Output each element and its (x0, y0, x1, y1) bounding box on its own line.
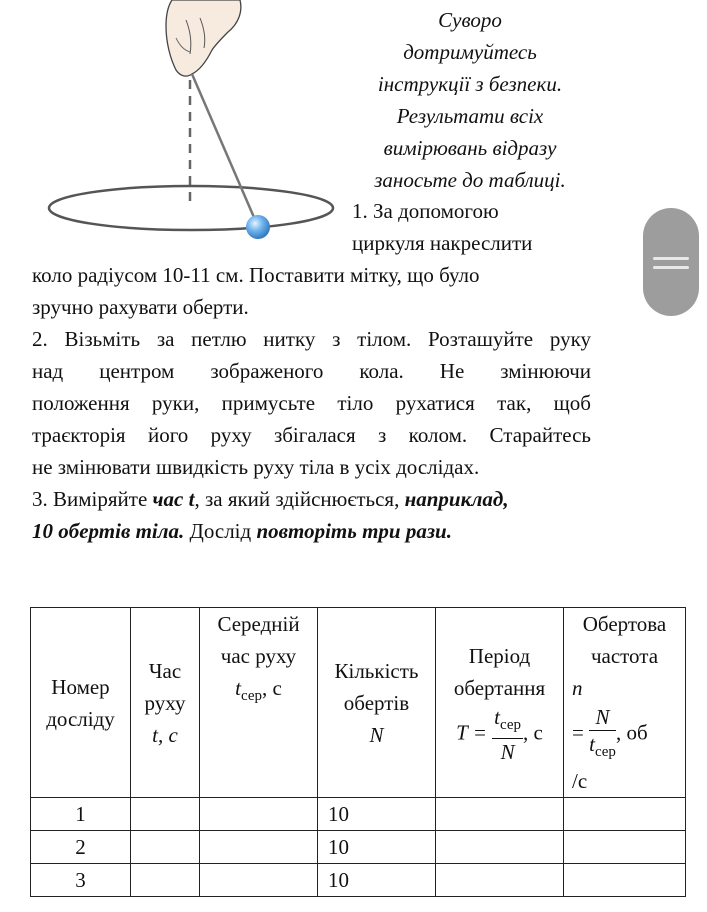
cell-time (131, 798, 200, 831)
step1-line: 1. За допомогою (352, 199, 499, 223)
header-frequency (564, 608, 686, 798)
header-text: Середній (217, 612, 300, 636)
header-time (131, 608, 200, 798)
step2-line: положення руки, примусьте тіло рухатися так, щоб (32, 391, 591, 415)
header-symbol: t (235, 676, 241, 700)
step1-line: циркуля накреслити (352, 231, 533, 255)
header-text: частота (590, 644, 659, 668)
step3-emphasis: 10 обертів тіла. (32, 519, 185, 543)
cell-experiment-number: 2 (31, 831, 131, 864)
cell-frequency (564, 798, 686, 831)
step3-text: 3. Виміряйте (32, 487, 153, 511)
header-experiment-number (31, 608, 131, 798)
table-header-row (31, 608, 686, 798)
formula-lhs: n (572, 676, 583, 700)
formula-var: t (494, 705, 500, 729)
cell-average-time (200, 864, 318, 897)
safety-note (345, 4, 595, 196)
header-text: досліду (46, 706, 115, 731)
formula-subscript: сер (500, 717, 521, 734)
cell-frequency (564, 831, 686, 864)
cell-experiment-number: 1 (31, 798, 131, 831)
formula-var: N (500, 740, 515, 765)
header-symbol: t, с (152, 722, 178, 747)
header-unit: , с (523, 720, 543, 745)
cell-average-time (200, 798, 318, 831)
header-unit: , об (615, 720, 648, 745)
thread (192, 74, 256, 222)
cell-revolutions: 10 (318, 831, 436, 864)
header-text: обертів (343, 690, 410, 715)
header-symbol: N (369, 722, 384, 747)
cell-revolutions: 10 (318, 798, 436, 831)
step2-line: над центром зображеного кола. Не змінюючи (32, 359, 591, 383)
step1-line: коло радіусом 10-11 см. Поставити мітку, що було (32, 263, 480, 287)
step3-line (32, 515, 452, 547)
step3-emphasis: наприклад, (404, 487, 509, 511)
cell-experiment-number: 3 (31, 864, 131, 897)
safety-line: заносьте до таблиці. (374, 168, 566, 192)
header-text: руху (144, 690, 186, 715)
step3-line (32, 483, 509, 515)
step3-emphasis: час t (152, 487, 195, 511)
header-text: Обертова (582, 612, 667, 636)
header-text: Період (468, 644, 531, 668)
safety-line: інструкції з безпеки. (377, 72, 563, 96)
cell-average-time (200, 831, 318, 864)
header-unit: , с (262, 676, 282, 700)
safety-line: вимірювань відразу (383, 136, 557, 160)
safety-line: Суворо (438, 8, 502, 32)
formula-fraction (492, 704, 523, 765)
ball (246, 215, 270, 239)
formula-subscript: сер (594, 744, 616, 761)
formula-var: t (589, 732, 595, 756)
header-subscript: сер (241, 688, 262, 705)
header-text: Час (148, 658, 182, 683)
hand-icon (166, 0, 241, 76)
header-average-time (200, 608, 318, 798)
step2-line: не змінювати швидкість руху тіла в усіх дослідах. (32, 455, 480, 479)
formula-eq: = (572, 720, 584, 745)
formula-fraction (589, 704, 616, 765)
header-revolutions (318, 608, 436, 798)
header-text: Номер (51, 674, 110, 699)
step1-line: зручно рахувати оберти. (32, 295, 249, 319)
step2-line: траєкторія його руху збігалася з колом. Старайтесь (32, 423, 591, 447)
safety-line: Результати всіх (396, 104, 544, 128)
header-text: обертання (453, 676, 546, 700)
step2-line: 2. Візьміть за петлю нитку з тілом. Розташуйте руку (32, 327, 591, 351)
cell-time (131, 831, 200, 864)
pendulum-illustration (0, 0, 345, 250)
cell-period (436, 864, 564, 897)
step3-text: Дослід (184, 519, 257, 543)
step3-emphasis: повторіть три рази. (256, 519, 452, 543)
step3-text: , за який здійснюється, (194, 487, 405, 511)
safety-line: дотримуйтесь (403, 40, 537, 64)
formula-lhs: T = (456, 720, 487, 745)
formula-var: N (589, 704, 616, 731)
handle-line-icon (653, 257, 689, 260)
handle-line-icon (653, 266, 689, 269)
scroll-handle-button[interactable] (643, 208, 699, 316)
header-period (436, 608, 564, 798)
cell-time (131, 864, 200, 897)
header-text: час руху (220, 644, 297, 668)
cell-period (436, 831, 564, 864)
table-row (31, 831, 686, 864)
cell-revolutions: 10 (318, 864, 436, 897)
cell-period (436, 798, 564, 831)
table-row (31, 798, 686, 831)
cell-frequency (564, 864, 686, 897)
results-table (30, 607, 686, 897)
header-text: Кількість (334, 658, 419, 683)
table-row (31, 864, 686, 897)
header-unit: /с (572, 769, 588, 794)
